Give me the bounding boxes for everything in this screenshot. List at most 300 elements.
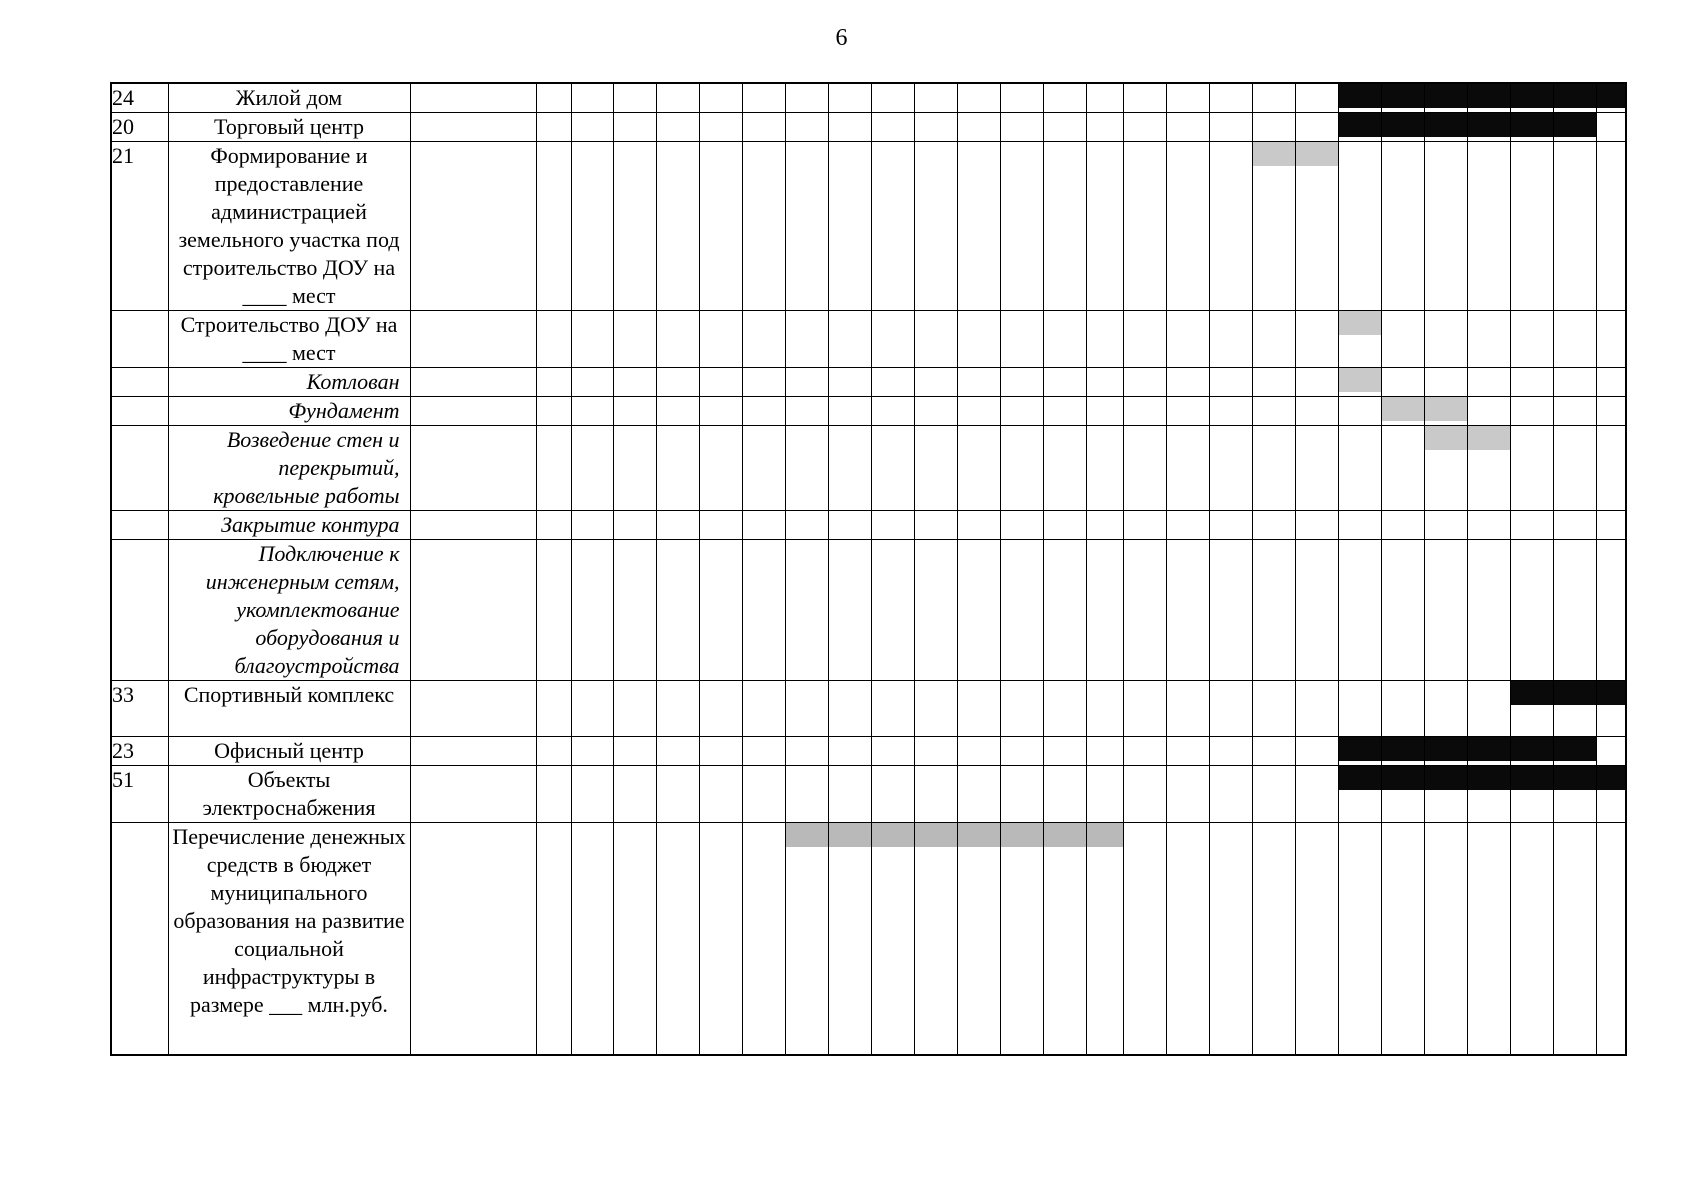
period-cell (1043, 823, 1086, 1055)
period-cell (742, 766, 785, 823)
gantt-bar-segment (1339, 368, 1381, 392)
period-cell (1000, 681, 1043, 737)
period-cell (699, 83, 742, 113)
period-cell (1123, 83, 1166, 113)
gantt-bar-segment (1425, 113, 1467, 137)
period-cell (1252, 113, 1295, 142)
period-cell (914, 426, 957, 511)
blank-cell (410, 681, 536, 737)
period-cell (1086, 397, 1123, 426)
gantt-bar-segment (1382, 766, 1424, 790)
period-cell (1295, 511, 1338, 540)
period-cell (914, 311, 957, 368)
period-cell (656, 681, 699, 737)
period-cell (871, 766, 914, 823)
period-cell (957, 511, 1000, 540)
period-cell (957, 83, 1000, 113)
period-cell (1467, 311, 1510, 368)
period-cell (957, 681, 1000, 737)
period-cell (1424, 540, 1467, 681)
period-cell (1553, 113, 1596, 142)
period-cell (871, 823, 914, 1055)
period-cell (1338, 83, 1381, 113)
period-cell (742, 83, 785, 113)
period-cell (871, 142, 914, 311)
gantt-bar-segment (1468, 84, 1510, 108)
gantt-bar-segment (1597, 84, 1626, 108)
period-cell (742, 540, 785, 681)
period-cell (1166, 397, 1209, 426)
period-cell (1166, 83, 1209, 113)
period-cell (1596, 540, 1626, 681)
period-cell (1596, 311, 1626, 368)
period-cell (1086, 511, 1123, 540)
gantt-bar-segment (1339, 113, 1381, 137)
period-cell (613, 540, 656, 681)
gantt-bar-segment (1554, 84, 1596, 108)
period-cell (656, 142, 699, 311)
period-cell (536, 766, 571, 823)
gantt-bar-segment (1468, 766, 1510, 790)
period-cell (1510, 368, 1553, 397)
gantt-bar-segment (1296, 142, 1338, 166)
period-cell (1043, 311, 1086, 368)
period-cell (613, 113, 656, 142)
period-cell (871, 368, 914, 397)
period-cell (1209, 368, 1252, 397)
period-cell (1467, 540, 1510, 681)
period-cell (1209, 311, 1252, 368)
period-cell (536, 540, 571, 681)
period-cell (742, 368, 785, 397)
period-cell (1510, 823, 1553, 1055)
period-cell (1000, 766, 1043, 823)
period-cell (656, 426, 699, 511)
period-cell (571, 426, 613, 511)
period-cell (914, 766, 957, 823)
period-cell (1510, 766, 1553, 823)
period-cell (1381, 311, 1424, 368)
period-cell (1166, 426, 1209, 511)
gantt-bar-segment (1382, 397, 1424, 421)
gantt-bar-segment (1468, 426, 1510, 450)
period-cell (957, 540, 1000, 681)
period-cell (1252, 766, 1295, 823)
period-cell (1467, 681, 1510, 737)
period-cell (1338, 368, 1381, 397)
period-cell (1596, 83, 1626, 113)
period-cell (742, 511, 785, 540)
object-name: Строительство ДОУ на ____ мест (168, 311, 410, 368)
period-cell (1338, 426, 1381, 511)
table-row (111, 311, 1626, 368)
period-cell (1043, 113, 1086, 142)
period-cell (1553, 311, 1596, 368)
period-cell (656, 737, 699, 766)
period-cell (1209, 681, 1252, 737)
period-cell (1424, 511, 1467, 540)
period-cell (1209, 142, 1252, 311)
period-cell (828, 823, 871, 1055)
period-cell (571, 113, 613, 142)
table-row (111, 766, 1626, 823)
period-cell (1338, 766, 1381, 823)
period-cell (871, 113, 914, 142)
period-cell (613, 311, 656, 368)
period-cell (785, 426, 828, 511)
period-cell (742, 142, 785, 311)
gantt-bar-segment (1554, 737, 1596, 761)
period-cell (1467, 823, 1510, 1055)
blank-cell (410, 142, 536, 311)
period-cell (1043, 681, 1086, 737)
period-cell (1510, 142, 1553, 311)
period-cell (1338, 113, 1381, 142)
period-cell (1295, 823, 1338, 1055)
period-cell (1252, 540, 1295, 681)
period-cell (1166, 511, 1209, 540)
table-row (111, 113, 1626, 142)
period-cell (536, 83, 571, 113)
period-cell (1000, 737, 1043, 766)
period-cell (656, 311, 699, 368)
table-row (111, 83, 1626, 113)
period-cell (1381, 766, 1424, 823)
gantt-bar-segment (1554, 766, 1596, 790)
period-cell (828, 511, 871, 540)
gantt-bar-segment (915, 823, 957, 847)
gantt-bar-segment (1468, 737, 1510, 761)
period-cell (699, 766, 742, 823)
period-cell (1596, 737, 1626, 766)
period-cell (1596, 823, 1626, 1055)
period-cell (1295, 113, 1338, 142)
table-row (111, 511, 1626, 540)
period-cell (1338, 397, 1381, 426)
period-cell (1252, 681, 1295, 737)
period-cell (1000, 540, 1043, 681)
period-cell (1467, 142, 1510, 311)
period-cell (613, 511, 656, 540)
period-cell (1510, 737, 1553, 766)
period-cell (785, 511, 828, 540)
period-cell (785, 142, 828, 311)
period-cell (571, 397, 613, 426)
period-cell (871, 511, 914, 540)
row-number: 51 (111, 766, 168, 823)
gantt-bar-segment (1339, 737, 1381, 761)
period-cell (828, 540, 871, 681)
period-cell (1381, 823, 1424, 1055)
period-cell (536, 311, 571, 368)
period-cell (1166, 681, 1209, 737)
period-cell (656, 113, 699, 142)
period-cell (1209, 766, 1252, 823)
stage-name: Закрытие контура (168, 511, 410, 540)
blank-cell (410, 823, 536, 1055)
gantt-bar-segment (1554, 681, 1596, 705)
period-cell (1000, 83, 1043, 113)
period-cell (1000, 397, 1043, 426)
period-cell (1424, 681, 1467, 737)
period-cell (1338, 823, 1381, 1055)
period-cell (1123, 737, 1166, 766)
period-cell (1000, 311, 1043, 368)
period-cell (1338, 737, 1381, 766)
period-cell (1553, 368, 1596, 397)
period-cell (914, 823, 957, 1055)
row-number: 23 (111, 737, 168, 766)
period-cell (1467, 766, 1510, 823)
period-cell (1166, 368, 1209, 397)
period-cell (1295, 426, 1338, 511)
period-cell (828, 368, 871, 397)
period-cell (785, 397, 828, 426)
period-cell (656, 83, 699, 113)
period-cell (1553, 426, 1596, 511)
period-cell (1424, 368, 1467, 397)
row-number: 24 (111, 83, 168, 113)
period-cell (613, 397, 656, 426)
period-cell (613, 368, 656, 397)
period-cell (536, 823, 571, 1055)
period-cell (1295, 83, 1338, 113)
period-cell (1510, 426, 1553, 511)
gantt-bar-segment (1425, 426, 1467, 450)
period-cell (1381, 426, 1424, 511)
period-cell (1295, 311, 1338, 368)
period-cell (699, 397, 742, 426)
period-cell (1123, 142, 1166, 311)
period-cell (957, 426, 1000, 511)
period-cell (699, 737, 742, 766)
period-cell (828, 397, 871, 426)
period-cell (828, 113, 871, 142)
period-cell (1553, 397, 1596, 426)
period-cell (1123, 311, 1166, 368)
gantt-bar-segment (1425, 397, 1467, 421)
period-cell (613, 426, 656, 511)
object-name: Перечисление денежных средств в бюджет муниципального образования на развитие социальной инфраструктуры в размере ___ млн.руб. (168, 823, 410, 1055)
period-cell (536, 511, 571, 540)
period-cell (1553, 511, 1596, 540)
period-cell (1166, 823, 1209, 1055)
period-cell (1424, 823, 1467, 1055)
period-cell (1166, 311, 1209, 368)
period-cell (1381, 511, 1424, 540)
period-cell (1295, 142, 1338, 311)
period-cell (613, 681, 656, 737)
period-cell (1596, 681, 1626, 737)
period-cell (1086, 368, 1123, 397)
period-cell (914, 511, 957, 540)
period-cell (828, 681, 871, 737)
period-cell (1252, 737, 1295, 766)
period-cell (1123, 766, 1166, 823)
period-cell (536, 426, 571, 511)
period-cell (656, 823, 699, 1055)
gantt-bar-segment (786, 823, 828, 847)
blank-cell (410, 511, 536, 540)
period-cell (699, 113, 742, 142)
period-cell (1424, 142, 1467, 311)
row-number (111, 311, 168, 368)
period-cell (1123, 681, 1166, 737)
row-number (111, 426, 168, 511)
period-cell (1510, 540, 1553, 681)
period-cell (1424, 113, 1467, 142)
row-number (111, 368, 168, 397)
period-cell (914, 113, 957, 142)
period-cell (1510, 311, 1553, 368)
period-cell (1086, 113, 1123, 142)
period-cell (828, 426, 871, 511)
period-cell (1596, 426, 1626, 511)
period-cell (613, 83, 656, 113)
period-cell (828, 737, 871, 766)
period-cell (785, 766, 828, 823)
period-cell (742, 737, 785, 766)
period-cell (571, 142, 613, 311)
row-number (111, 511, 168, 540)
period-cell (957, 311, 1000, 368)
blank-cell (410, 426, 536, 511)
period-cell (742, 426, 785, 511)
table-row (111, 397, 1626, 426)
period-cell (785, 368, 828, 397)
blank-cell (410, 540, 536, 681)
period-cell (1596, 511, 1626, 540)
row-number: 33 (111, 681, 168, 737)
period-cell (1252, 426, 1295, 511)
period-cell (742, 823, 785, 1055)
object-name: Торговый центр (168, 113, 410, 142)
period-cell (536, 681, 571, 737)
period-cell (871, 311, 914, 368)
blank-cell (410, 397, 536, 426)
period-cell (571, 511, 613, 540)
period-cell (914, 397, 957, 426)
page-number: 6 (835, 25, 848, 51)
period-cell (1123, 113, 1166, 142)
row-number (111, 397, 168, 426)
period-cell (1209, 823, 1252, 1055)
gantt-bar-segment (958, 823, 1000, 847)
period-cell (1166, 142, 1209, 311)
period-cell (914, 540, 957, 681)
period-cell (828, 311, 871, 368)
stage-name: Котлован (168, 368, 410, 397)
period-cell (785, 540, 828, 681)
table-row (111, 681, 1626, 737)
period-cell (699, 511, 742, 540)
period-cell (1596, 142, 1626, 311)
period-cell (536, 113, 571, 142)
row-number (111, 823, 168, 1055)
period-cell (699, 311, 742, 368)
period-cell (656, 368, 699, 397)
period-cell (1209, 397, 1252, 426)
period-cell (1553, 681, 1596, 737)
period-cell (1209, 511, 1252, 540)
period-cell (699, 681, 742, 737)
period-cell (1338, 681, 1381, 737)
period-cell (871, 681, 914, 737)
period-cell (1424, 766, 1467, 823)
period-cell (613, 737, 656, 766)
blank-cell (410, 83, 536, 113)
period-cell (785, 113, 828, 142)
period-cell (1510, 681, 1553, 737)
period-cell (1000, 368, 1043, 397)
table-row (111, 823, 1626, 1055)
gantt-bar-segment (1044, 823, 1086, 847)
period-cell (1467, 426, 1510, 511)
period-cell (785, 83, 828, 113)
period-cell (828, 83, 871, 113)
period-cell (1209, 426, 1252, 511)
gantt-bar-segment (1511, 84, 1553, 108)
period-cell (656, 540, 699, 681)
period-cell (1252, 142, 1295, 311)
period-cell (1424, 83, 1467, 113)
period-cell (1424, 426, 1467, 511)
period-cell (871, 83, 914, 113)
period-cell (1424, 737, 1467, 766)
period-cell (1043, 766, 1086, 823)
period-cell (1123, 397, 1166, 426)
period-cell (1043, 142, 1086, 311)
period-cell (785, 681, 828, 737)
period-cell (1086, 737, 1123, 766)
period-cell (742, 311, 785, 368)
period-cell (699, 426, 742, 511)
period-cell (1338, 540, 1381, 681)
period-cell (1123, 511, 1166, 540)
period-cell (957, 368, 1000, 397)
period-cell (1467, 113, 1510, 142)
period-cell (571, 540, 613, 681)
period-cell (742, 681, 785, 737)
period-cell (1381, 681, 1424, 737)
period-cell (1252, 83, 1295, 113)
period-cell (1553, 766, 1596, 823)
period-cell (1338, 311, 1381, 368)
period-cell (1000, 113, 1043, 142)
period-cell (571, 368, 613, 397)
period-cell (957, 823, 1000, 1055)
period-cell (1209, 540, 1252, 681)
period-cell (1252, 397, 1295, 426)
gantt-bar-segment (1382, 84, 1424, 108)
period-cell (613, 823, 656, 1055)
period-cell (1553, 83, 1596, 113)
period-cell (613, 766, 656, 823)
gantt-bar-segment (1597, 681, 1626, 705)
period-cell (1043, 397, 1086, 426)
gantt-bar-segment (1425, 766, 1467, 790)
period-cell (871, 540, 914, 681)
period-cell (1000, 426, 1043, 511)
gantt-bar-segment (1339, 311, 1381, 335)
period-cell (1467, 83, 1510, 113)
period-cell (1000, 823, 1043, 1055)
period-cell (1209, 83, 1252, 113)
period-cell (1086, 83, 1123, 113)
period-cell (571, 681, 613, 737)
period-cell (1381, 83, 1424, 113)
period-cell (1209, 737, 1252, 766)
